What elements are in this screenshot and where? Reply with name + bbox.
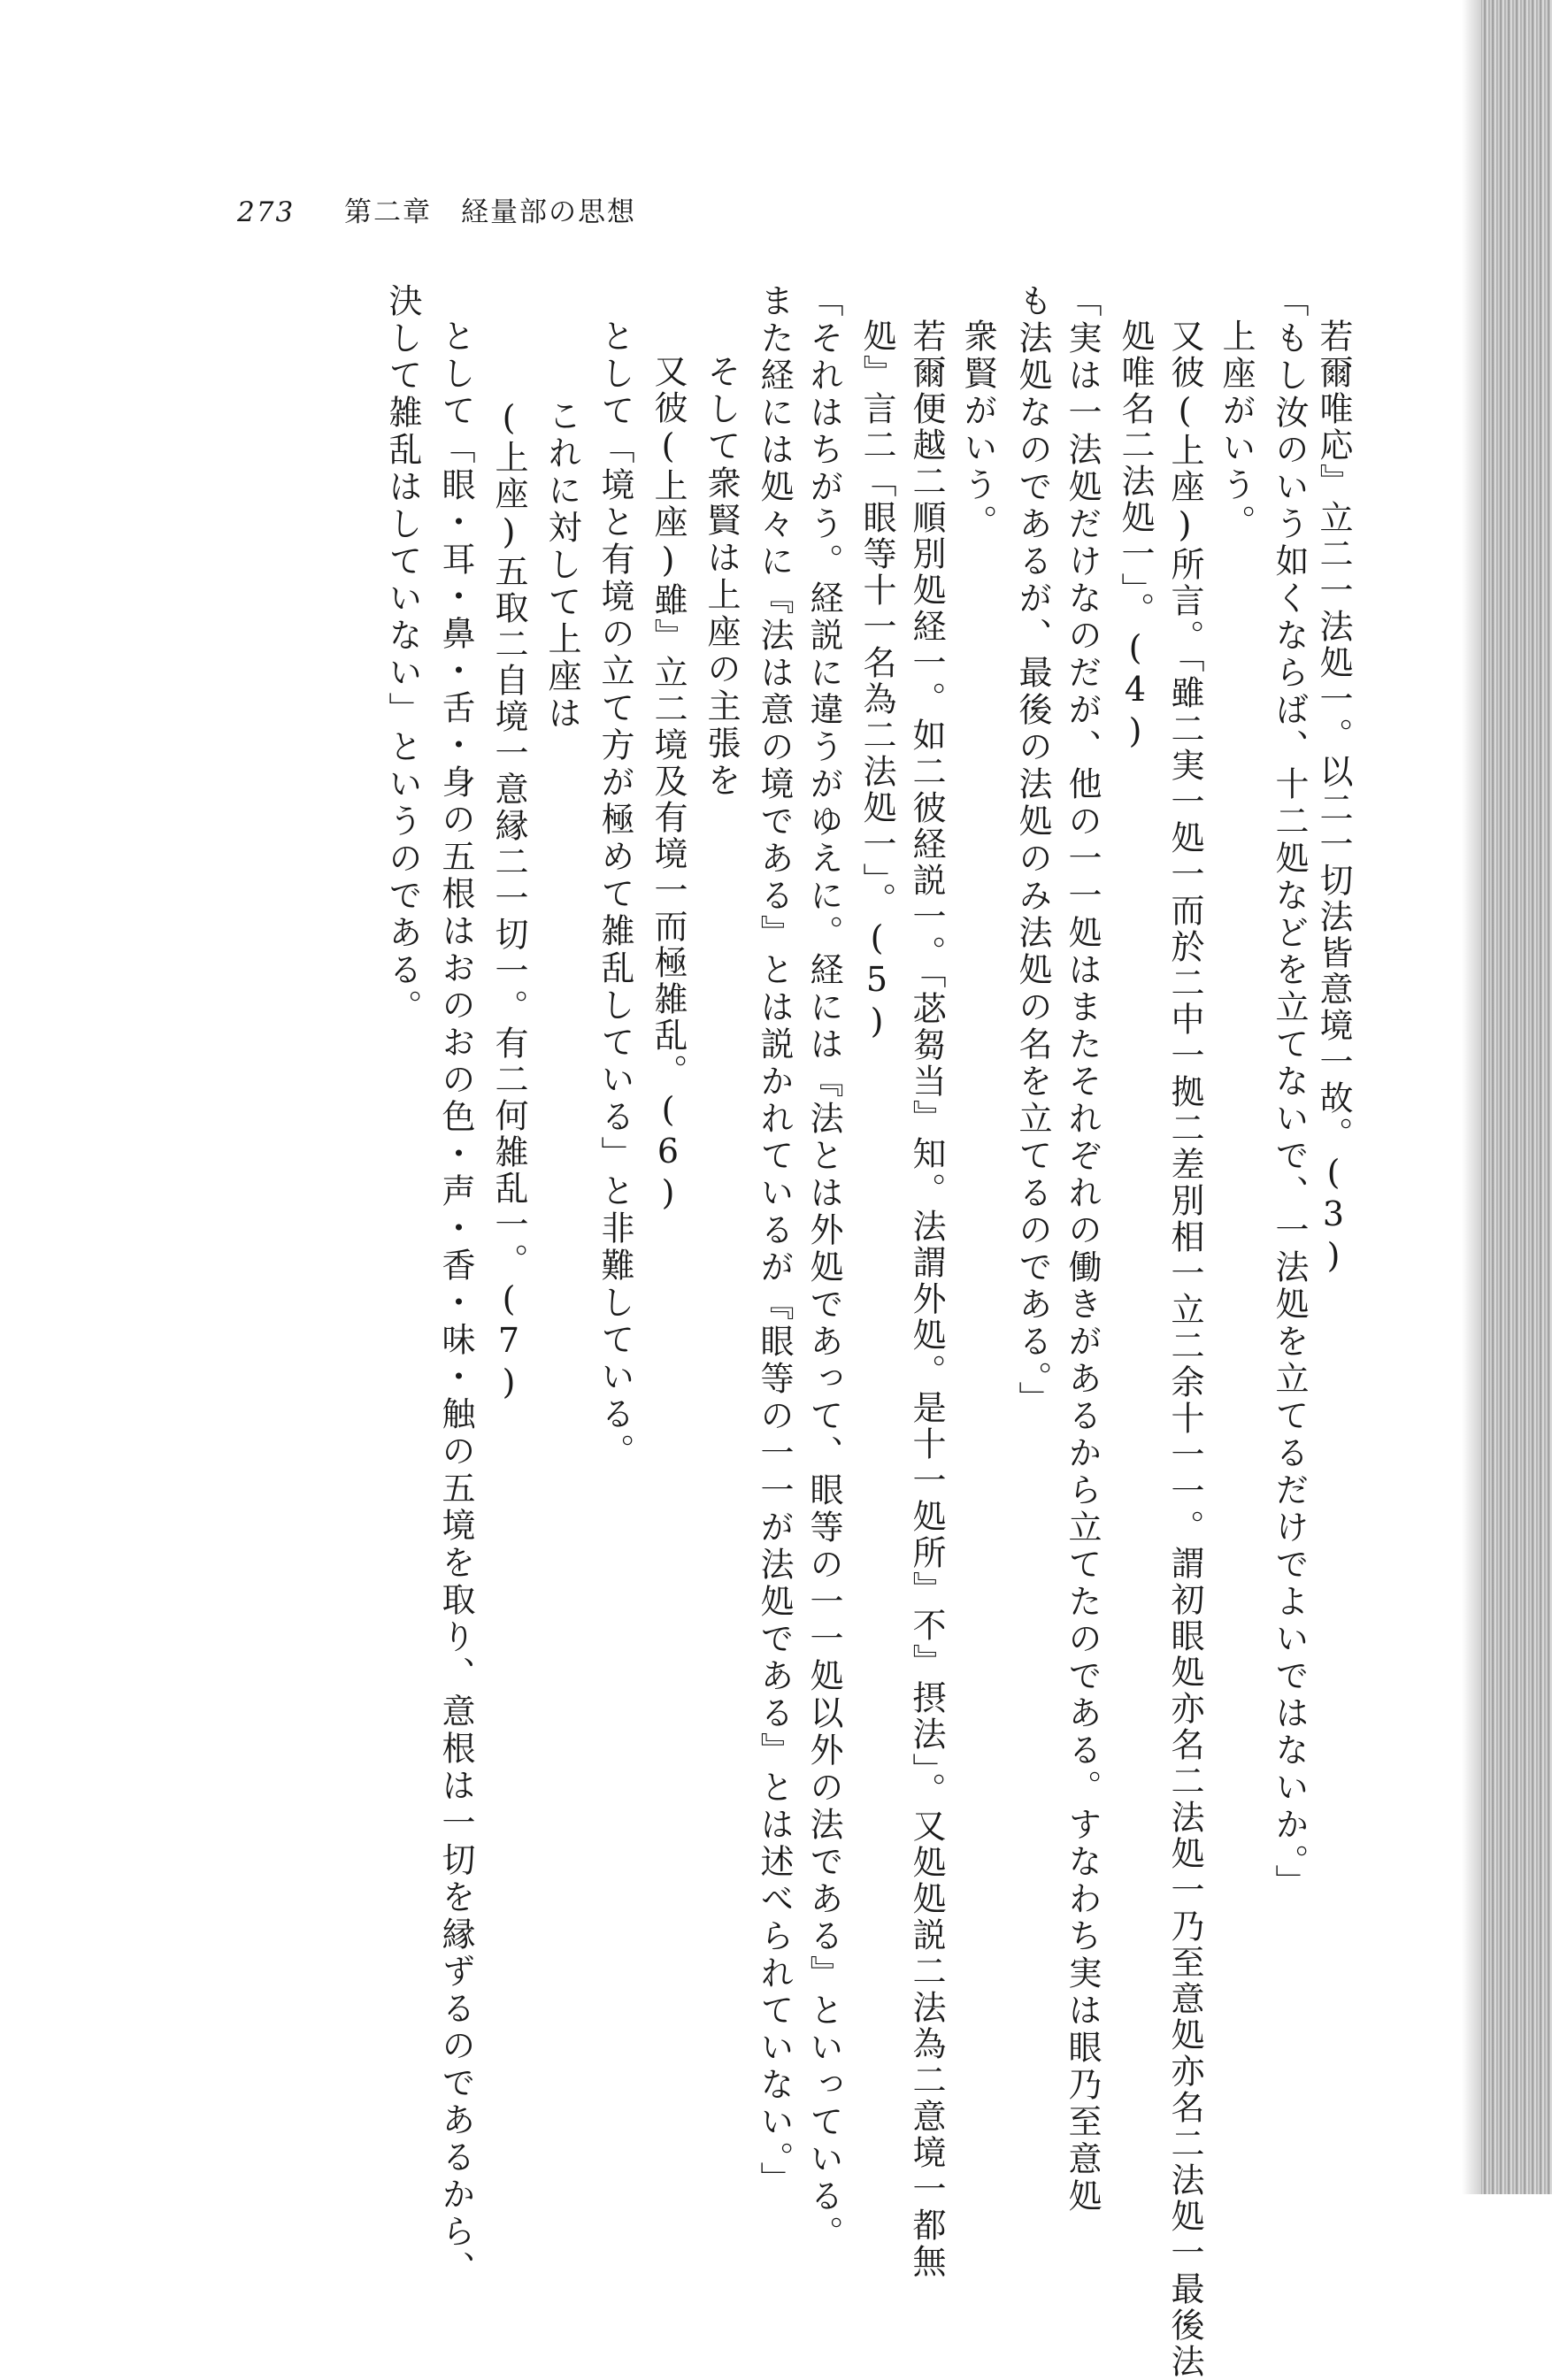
text-column: 又彼(上座)所言。「雖二実一処一而於二中一拠二差別相一立二余十一一。謂初眼処亦名二法処一乃至意処亦名二法処一最後法 [1165, 319, 1204, 2380]
page-number: 273 [237, 196, 296, 228]
text-column: 又彼(上座)雖』立二境及有境一而極雑乱。(6) [649, 354, 688, 1215]
text-column: 処唯名二法処一」。(4) [1116, 319, 1155, 753]
text-column: 衆賢がいう。 [958, 319, 997, 541]
running-header [237, 189, 636, 229]
text-column: 「もし汝のいう如くならば、十二処などを立てないで、一法処を立てるだけでよいではないか。」 [1270, 283, 1309, 1901]
text-column: も法処なのであるが、最後の法処のみ法処の名を立てるのである。」 [1013, 283, 1052, 1418]
scan-shadow [1462, 0, 1481, 2194]
text-column: として「眼・耳・鼻・舌・身の五根はおのおの色・声・香・味・触の五境を取り、意根は一切を縁ずるのであるから、 [436, 319, 475, 2288]
text-column: また経には処々に『法は意の境である』とは説かれているが『眼等の一一が法処である』とは述べられていない。」 [755, 283, 794, 2199]
text-column: 処』言二「眼等十一名為二法処一」。(5) [857, 319, 896, 1043]
chapter-title: 第二章 経量部の思想 [344, 196, 637, 228]
text-column: 決して雑乱はしていない」というのである。 [383, 283, 422, 1026]
text-column: 「それはちがう。経説に違うがゆえに。経には『法とは外処であって、眼等の一一処以外の法である』といっている。 [804, 283, 843, 2253]
text-column: 上座がいう。 [1217, 319, 1256, 541]
text-column: として「境と有境の立て方が極めて雑乱している」と非難している。 [595, 319, 634, 1470]
text-column: (上座)五取二自境一意縁二一切一。有二何雑乱一。(7) [489, 398, 528, 1404]
text-column: 若爾便越二順別処経一。如二彼経説一。「苾芻当』知。法謂外処。是十一処所』不』摂法」。又処処説二法為二意境一都無 [907, 319, 946, 2280]
text-column: これに対して上座は [542, 398, 581, 733]
text-column: そして衆賢は上座の主張を [702, 354, 741, 800]
text-column: 若爾唯応』立二一法処一。以二一切法皆意境一故。(3) [1314, 319, 1353, 1278]
text-column: 「実は一法処だけなのだが、他の一一処はまたそれぞれの働きがあるから立てたのである。すなわち実は眼乃至意処 [1063, 283, 1102, 2215]
scan-edge [1481, 0, 1552, 2194]
